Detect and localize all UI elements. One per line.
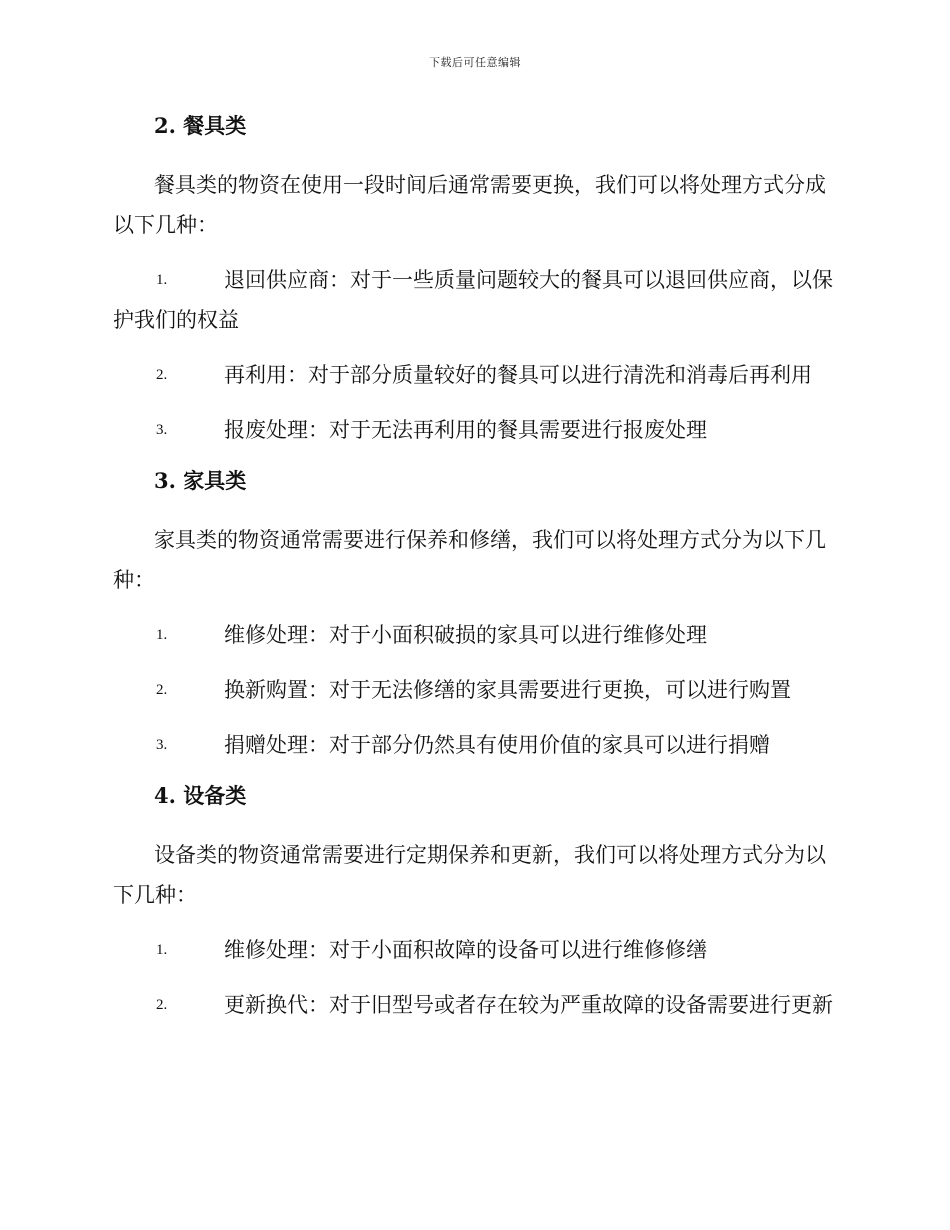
page-header: 下载后可任意编辑	[429, 56, 521, 69]
list-item	[113, 615, 833, 655]
list-item	[113, 985, 833, 1025]
list-item-text: 报废处理：对于无法再利用的餐具需要进行报废处理	[224, 418, 707, 442]
list-number: 2.	[156, 367, 168, 383]
list-item-text: 更新换代：对于旧型号或者存在较为严重故障的设备需要进行更新	[224, 993, 833, 1017]
list-item	[113, 670, 833, 710]
list-number: 1.	[156, 942, 168, 958]
section-heading: 3. 家具类	[154, 468, 247, 493]
document-body	[113, 110, 833, 1040]
list-item-text: 退回供应商：对于一些质量问题较大的餐具可以退回供应商，以保护我们的权益	[113, 268, 833, 332]
section-heading: 4. 设备类	[154, 783, 247, 808]
list-item-text: 换新购置：对于无法修缮的家具需要进行更换，可以进行购置	[224, 678, 791, 702]
list-item	[113, 260, 833, 340]
section-intro: 餐具类的物资在使用一段时间后通常需要更换，我们可以将处理方式分成以下几种：	[113, 173, 826, 237]
section-intro: 家具类的物资通常需要进行保养和修缮，我们可以将处理方式分为以下几种：	[113, 528, 826, 592]
list-item-text: 维修处理：对于小面积破损的家具可以进行维修处理	[224, 623, 707, 647]
section-intro: 设备类的物资通常需要进行定期保养和更新，我们可以将处理方式分为以下几种：	[113, 843, 826, 907]
list-number: 1.	[156, 627, 168, 643]
list-number: 2.	[156, 682, 168, 698]
list-item-text: 捐赠处理：对于部分仍然具有使用价值的家具可以进行捐赠	[224, 733, 770, 757]
list-number: 1.	[156, 272, 168, 288]
list-item-text: 再利用：对于部分质量较好的餐具可以进行清洗和消毒后再利用	[224, 363, 812, 387]
list-item-text: 维修处理：对于小面积故障的设备可以进行维修修缮	[224, 938, 707, 962]
list-item	[113, 725, 833, 765]
list-number: 3.	[156, 737, 168, 753]
list-number: 2.	[156, 997, 168, 1013]
list-number: 3.	[156, 422, 168, 438]
list-item	[113, 410, 833, 450]
section-heading: 2. 餐具类	[154, 113, 247, 138]
list-item	[113, 930, 833, 970]
list-item	[113, 355, 833, 395]
